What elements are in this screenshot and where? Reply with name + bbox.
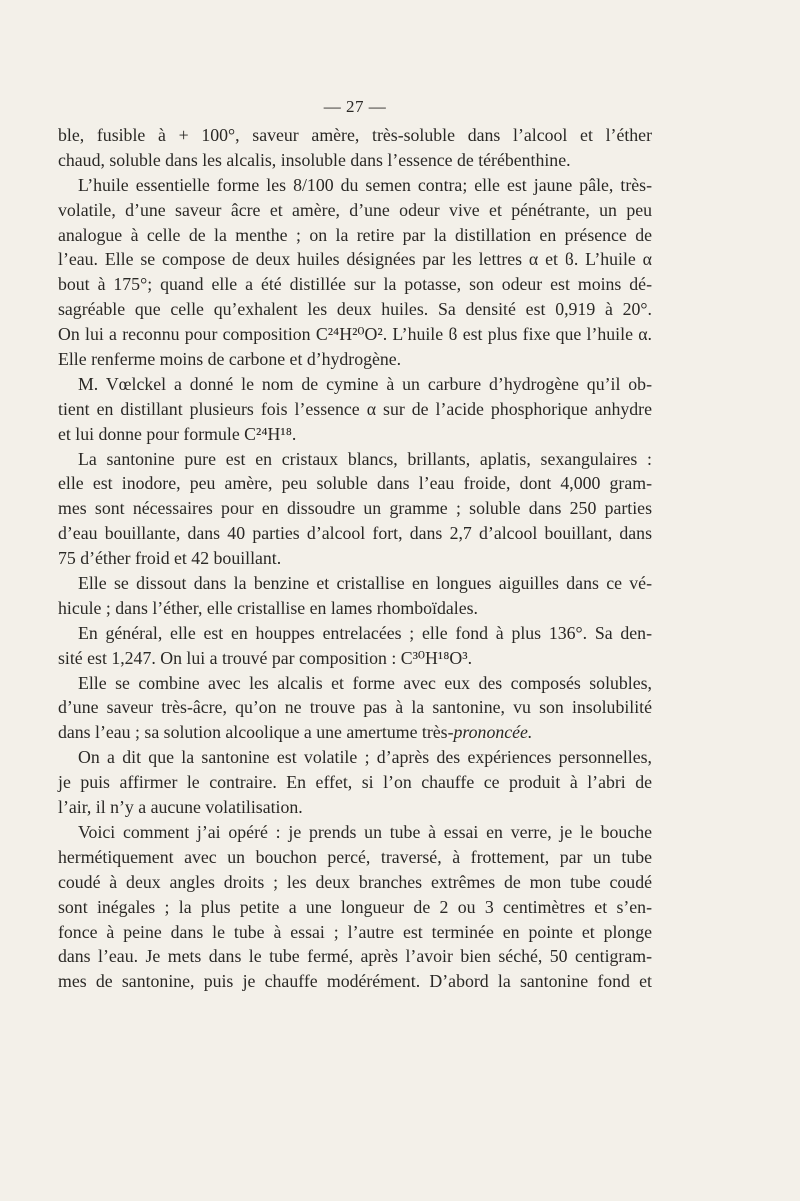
text-line: Elle se dissout dans la benzine et cristallise en longues aiguilles dans ce vé- (78, 573, 652, 594)
text-line: l’air, il n’y a aucune volatilisation. (58, 797, 303, 818)
text-line: l’eau. Elle se compose de deux huiles désignées par les lettres α et ϐ. L’huile α (58, 249, 652, 270)
paragraph (58, 372, 652, 447)
text-line: sité est 1,247. On lui a trouvé par composition : C³⁰H¹⁸O³. (58, 647, 473, 668)
paragraph (58, 820, 652, 994)
text-line: On a dit que la santonine est volatile ; d’après des expériences personnelles, (78, 747, 652, 768)
text-line: analogue à celle de la menthe ; on la retire par la distillation en présence de (58, 224, 652, 245)
text-line: Voici comment j’ai opéré : je prends un tube à essai en verre, je le bouche (78, 821, 652, 842)
text-line: sagréable que celle qu’exhalent les deux huiles. Sa densité est 0,919 à 20°. (58, 299, 652, 320)
text-line: Elle renferme moins de carbone et d’hydrogène. (58, 349, 402, 370)
paragraph (58, 173, 652, 372)
emphasis-text: prononcée. (453, 722, 533, 743)
text-line: hermétiquement avec un bouchon percé, traversé, à frottement, par un tube (58, 846, 652, 867)
text-line (58, 720, 652, 745)
text-line: volatile, d’une saveur âcre et amère, d’une odeur vive et pénétrante, un peu (58, 199, 652, 220)
text-line: hicule ; dans l’éther, elle cristallise en lames rhomboïdales. (58, 597, 478, 618)
text-line: On lui a reconnu pour composition C²⁴H²⁰O². L’huile ϐ est plus fixe que l’huile α. (58, 324, 652, 345)
text-line: dans l’eau. Je mets dans le tube fermé, après l’avoir bien séché, 50 centigram- (58, 946, 652, 967)
text-line: ble, fusible à + 100°, saveur amère, très-soluble dans l’alcool et l’éther (58, 125, 652, 145)
paragraph (58, 745, 652, 820)
text-line: Elle se combine avec les alcalis et forme avec eux des composés solubles, (78, 672, 652, 693)
text-line: d’eau bouillante, dans 40 parties d’alcool fort, dans 2,7 d’alcool bouillant, dans (58, 523, 652, 544)
paragraph (58, 621, 652, 671)
text-line: En général, elle est en houppes entrelacées ; elle fond à plus 136°. Sa den- (78, 622, 652, 643)
text-line: d’une saveur très-âcre, qu’on ne trouve pas à la santonine, vu son insolubilité (58, 697, 652, 718)
paragraph (58, 447, 652, 571)
body-text (58, 123, 652, 994)
text-line: et lui donne pour formule C²⁴H¹⁸. (58, 423, 297, 444)
text-line: chaud, soluble dans les alcalis, insoluble dans l’essence de térébenthine. (58, 149, 571, 170)
text-line: coudé à deux angles droits ; les deux branches extrêmes de mon tube coudé (58, 871, 652, 892)
text-line: La santonine pure est en cristaux blancs, brillants, aplatis, sexangulaires : (78, 448, 652, 469)
text-line: bout à 175°; quand elle a été distillée sur la potasse, son odeur est moins dé- (58, 274, 652, 295)
text-line: 75 d’éther froid et 42 bouillant. (58, 548, 282, 569)
text-line: mes sont nécessaires pour en dissoudre un gramme ; soluble dans 250 parties (58, 498, 652, 519)
text-line: tient en distillant plusieurs fois l’essence α sur de l’acide phosphorique anhydre (58, 398, 652, 419)
text-run: dans l’eau ; sa solution alcoolique a une amertume très- (58, 722, 454, 743)
text-line: L’huile essentielle forme les 8/100 du semen contra; elle est jaune pâle, très- (78, 174, 652, 195)
page-number: — 27 — (323, 97, 387, 116)
text-line: elle est inodore, peu amère, peu soluble dans l’eau froide, dont 4,000 gram- (58, 473, 652, 494)
text-line: sont inégales ; la plus petite a une longueur de 2 ou 3 centimètres et s’en- (58, 896, 652, 917)
text-line: mes de santonine, puis je chauffe modérément. D’abord la santonine fond et (58, 971, 652, 992)
paragraph (58, 671, 652, 746)
paragraph (58, 123, 652, 173)
text-line: fonce à peine dans le tube à essai ; l’autre est terminée en pointe et plonge (58, 921, 652, 942)
text-line: je puis affirmer le contraire. En effet, si l’on chauffe ce produit à l’abri de (58, 772, 652, 793)
paragraph (58, 571, 652, 621)
text-line: M. Vœlckel a donné le nom de cymine à un carbure d’hydrogène qu’il ob- (78, 373, 652, 394)
